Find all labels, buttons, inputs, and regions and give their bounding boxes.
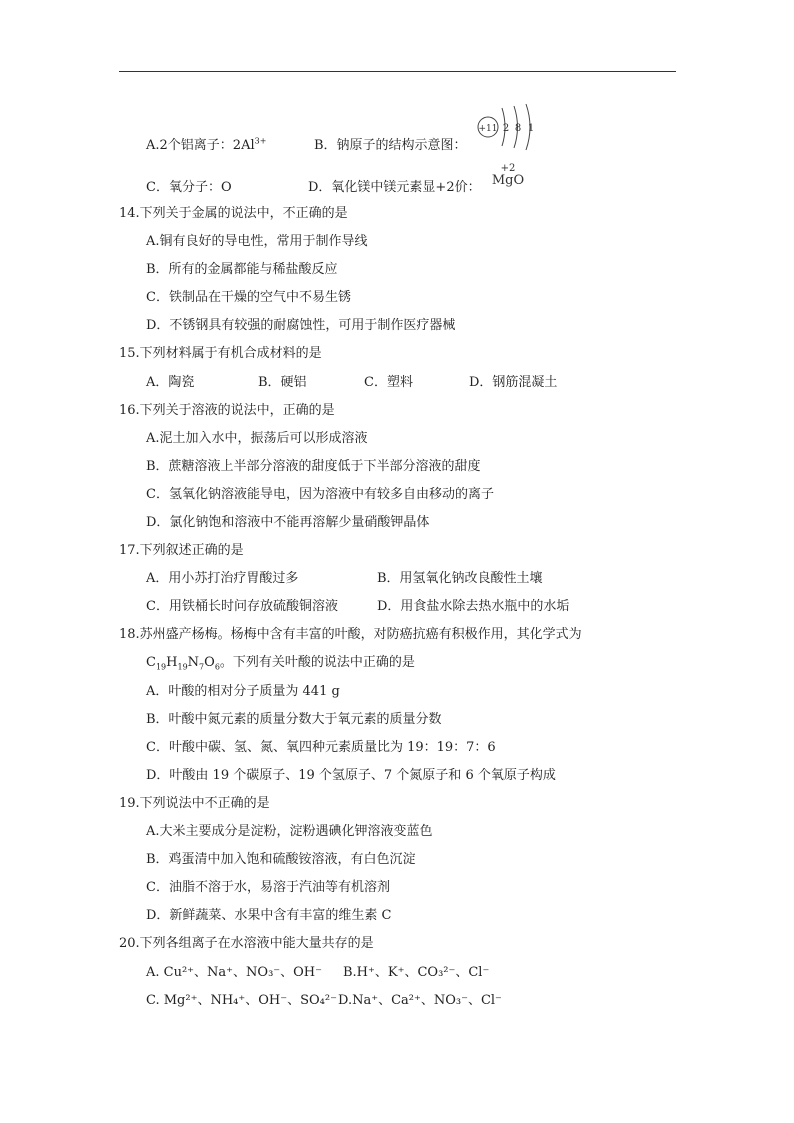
q19-option-d: D．新鲜蔬菜、水果中含有丰富的维生素 C — [146, 908, 392, 923]
q16-stem: 16.下列关于溶液的说法中，正确的是 — [119, 403, 335, 418]
q20-option-d: D.Na⁺、Ca²⁺、NO₃⁻、Cl⁻ — [338, 993, 502, 1008]
q19-stem: 19.下列说法中不正确的是 — [119, 796, 270, 811]
shell-count-1: 2 — [502, 123, 510, 134]
q14-option-a: A.铜有良好的导电性，常用于制作导线 — [146, 234, 368, 249]
q14-option-d: D．不锈钢具有较强的耐腐蚀性，可用于制作医疗器械 — [146, 318, 456, 333]
q20-option-a: A. Cu²⁺、Na⁺、NO₃⁻、OH⁻ — [146, 965, 322, 980]
q15-option-a: A．陶瓷 — [146, 375, 195, 390]
shell-count-2: 8 — [514, 123, 522, 134]
q16-option-c: C．氢氧化钠溶液能导电，因为溶液中有较多自由移动的离子 — [146, 487, 494, 502]
q16-option-a: A.泥土加入水中，振荡后可以形成溶液 — [146, 431, 368, 446]
q18-option-d: D．叶酸由 19 个碳原子、19 个氢原子、7 个氮原子和 6 个氧原子构成 — [146, 768, 556, 783]
q19-option-a: A.大米主要成分是淀粉，淀粉遇碘化钾溶液变蓝色 — [146, 824, 433, 839]
q13-option-c: C．氧分子：O — [146, 180, 232, 195]
mgo-valence: +2 — [500, 163, 516, 174]
q14-option-c: C．铁制品在干燥的空气中不易生锈 — [146, 290, 351, 305]
q14-option-b: B．所有的金属都能与稀盐酸反应 — [146, 262, 338, 277]
q19-option-c: C．油脂不溶于水，易溶于汽油等有机溶剂 — [146, 880, 390, 895]
mgo-formula: MgO — [491, 173, 525, 188]
q15-stem: 15.下列材料属于有机合成材料的是 — [119, 346, 322, 361]
q15-option-d: D．钢筋混凝土 — [469, 375, 558, 390]
q17-option-a: A．用小苏打治疗胃酸过多 — [146, 571, 299, 586]
header-rule — [119, 71, 676, 72]
nucleus-charge: +11 — [478, 124, 498, 134]
q16-option-b: B．蔗糖溶液上半部分溶液的甜度低于下半部分溶液的甜度 — [146, 459, 481, 474]
q15-option-c: C．塑料 — [364, 375, 413, 390]
q13-option-b: B．钠原子的结构示意图： — [314, 138, 467, 153]
q17-stem: 17.下列叙述正确的是 — [119, 543, 244, 558]
q18-option-b: B．叶酸中氮元素的质量分数大于氧元素的质量分数 — [146, 712, 442, 727]
q20-stem: 20.下列各组离子在水溶液中能大量共存的是 — [119, 936, 374, 951]
q20-option-b: B.H⁺、K⁺、CO₃²⁻、Cl⁻ — [343, 965, 490, 980]
q13-option-d: D．氧化镁中镁元素显+2价： — [308, 180, 481, 195]
q20-option-c: C. Mg²⁺、NH₄⁺、OH⁻、SO₄²⁻ — [146, 993, 337, 1008]
sodium-atom-structure-diagram — [474, 100, 540, 154]
q17-option-c: C．用铁桶长时问存放硫酸铜溶液 — [146, 599, 338, 614]
q15-option-b: B．硬铝 — [258, 375, 307, 390]
q14-stem: 14.下列关于金属的说法中，不正确的是 — [119, 206, 348, 221]
q18-option-a: A．叶酸的相对分子质量为 441 g — [146, 684, 340, 699]
q13-option-a: A.2个铝离子：$2Al^{3+}$ — [146, 136, 267, 153]
q18-stem: 18.苏州盛产杨梅。杨梅中含有丰富的叶酸，对防癌抗癌有积极作用，其化学式为 — [119, 627, 582, 642]
shell-count-3: 1 — [527, 123, 535, 134]
q18-option-c: C．叶酸中碳、氢、氮、氧四种元素质量比为 19：19：7：6 — [146, 740, 496, 755]
mgo-valence-formula — [488, 164, 528, 188]
q16-option-d: D．氯化钠饱和溶液中不能再溶解少量硝酸钾晶体 — [146, 515, 430, 530]
q17-option-d: D．用食盐水除去热水瓶中的水垢 — [377, 599, 570, 614]
q18-stem-continued: $C_{19}H_{19}N_7O_6$。下列有关叶酸的说法中正确的是 — [146, 655, 415, 672]
q19-option-b: B．鸡蛋清中加入饱和硫酸铵溶液，有白色沉淀 — [146, 852, 416, 867]
q17-option-b: B．用氢氧化钠改良酸性土壤 — [377, 571, 543, 586]
